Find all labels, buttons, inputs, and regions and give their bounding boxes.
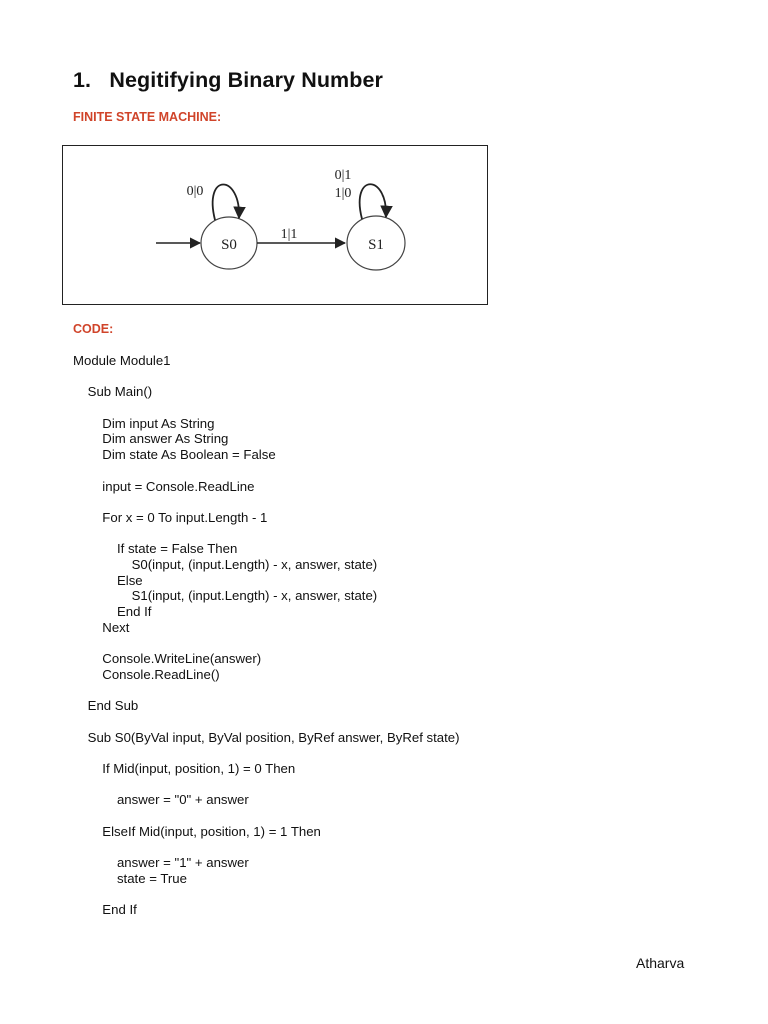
code-line <box>73 635 460 651</box>
code-line <box>73 526 460 542</box>
code-line <box>73 369 460 385</box>
code-line: For x = 0 To input.Length - 1 <box>73 509 268 525</box>
code-line <box>73 808 460 824</box>
code-line <box>73 682 460 698</box>
s0-self-loop <box>213 185 239 221</box>
code-line: Next <box>73 619 130 635</box>
code-line: Sub S0(ByVal input, ByVal position, ByRef answer, ByRef state) <box>73 729 460 745</box>
code-line: S0(input, (input.Length) - x, answer, state) <box>73 556 378 572</box>
code-line: If state = False Then <box>73 541 238 557</box>
code-line: Sub Main() <box>73 384 153 400</box>
code-line: End If <box>73 604 152 619</box>
code-line: End Sub <box>73 698 139 714</box>
code-line: Console.ReadLine() <box>73 666 220 682</box>
code-line: S1(input, (input.Length) - x, answer, state) <box>73 588 378 604</box>
code-line: If Mid(input, position, 1) = 0 Then <box>73 760 296 776</box>
s0-loop-label: 0|0 <box>186 184 204 199</box>
s1-self-loop <box>360 184 386 219</box>
code-block <box>73 353 460 918</box>
code-line <box>73 494 460 510</box>
code-line: Module Module1 <box>73 353 171 368</box>
fsm-section-label: FINITE STATE MACHINE: <box>73 110 222 124</box>
s1-loop-label-1: 0|1 <box>334 168 352 183</box>
code-line <box>73 886 460 902</box>
code-line <box>73 745 460 761</box>
code-line: answer = "0" + answer <box>73 792 249 808</box>
code-line <box>73 777 460 793</box>
code-line: input = Console.ReadLine <box>73 478 255 494</box>
code-line: answer = "1" + answer <box>73 855 249 870</box>
author-footer: Atharva <box>636 955 685 971</box>
code-line <box>73 714 460 730</box>
code-line: ElseIf Mid(input, position, 1) = 1 Then <box>73 823 321 839</box>
code-line: Dim state As Boolean = False <box>73 447 276 463</box>
transition-label: 1|1 <box>280 227 298 242</box>
state-s1-label: S1 <box>368 237 384 253</box>
code-line: state = True <box>73 870 187 886</box>
page-heading: 1. Negitifying Binary Number <box>73 68 384 92</box>
code-line: Dim input As String <box>73 415 215 431</box>
code-line: Dim answer As String <box>73 431 229 447</box>
fsm-diagram <box>62 145 488 305</box>
s1-loop-label-2: 1|0 <box>334 186 352 201</box>
code-section-label: CODE: <box>73 322 114 336</box>
code-line <box>73 463 460 479</box>
code-line: End If <box>73 902 137 918</box>
code-line <box>73 400 460 416</box>
code-line: Else <box>73 572 143 588</box>
fsm-diagram-svg <box>63 146 489 306</box>
code-line: Console.WriteLine(answer) <box>73 651 262 667</box>
code-line <box>73 839 460 855</box>
state-s0-label: S0 <box>221 237 237 253</box>
